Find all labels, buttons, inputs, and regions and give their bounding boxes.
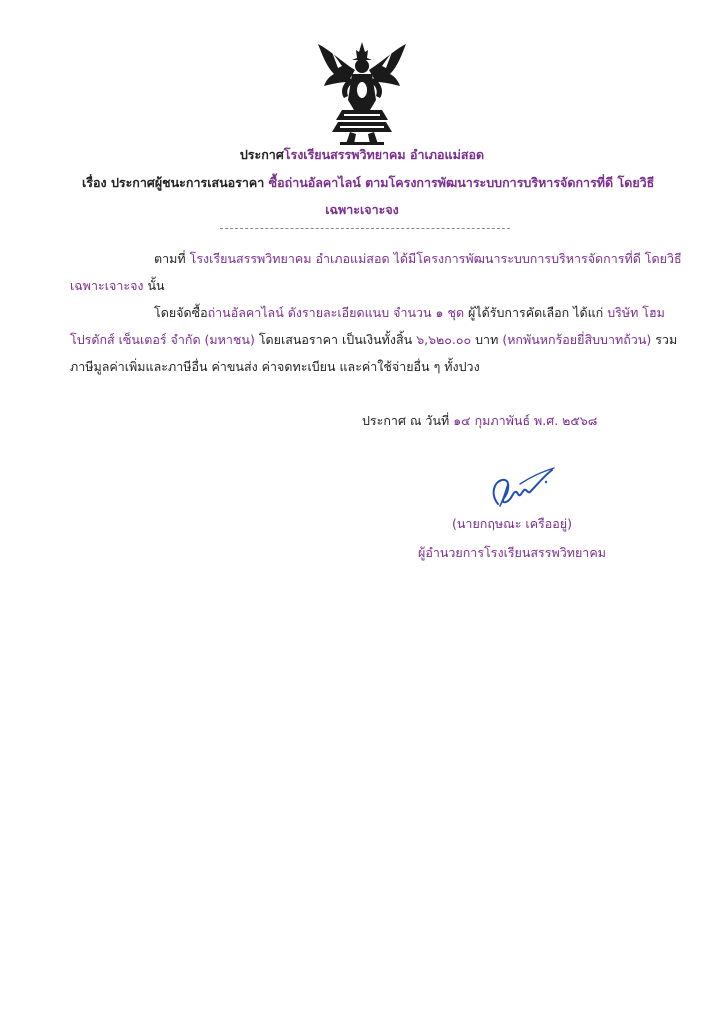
paragraph-1-line-1	[154, 250, 682, 268]
p1-end: นั้น	[147, 278, 165, 293]
date-value: ๑๔ กุมภาพันธ์ พ.ศ. ๒๕๖๘	[453, 413, 598, 428]
p2-currency: บาท	[475, 332, 499, 347]
title-school: โรงเรียนสรรพวิทยาคม อำเภอแม่สอด	[283, 147, 485, 162]
p2-a: โดยจัดซื้อ	[154, 305, 208, 320]
garuda-emblem-icon	[312, 40, 412, 146]
p2-winner-label: ผู้ได้รับการคัดเลือก ได้แก่	[468, 305, 604, 320]
paragraph-1-line-2	[70, 277, 165, 295]
p2-total: รวม	[655, 332, 678, 347]
p2-company-b: โปรดักส์ เซ็นเตอร์ จำกัด (มหาชน)	[70, 332, 255, 347]
p1-school: โรงเรียนสรรพวิทยาคม อำเภอแม่สอด	[189, 251, 390, 266]
announcement-date	[362, 412, 597, 430]
p2-price-label: โดยเสนอราคา เป็นเงินทั้งสิ้น	[258, 332, 413, 347]
paragraph-2-line-3: ภาษีมูลค่าเพิ่มและภาษีอื่น ค่าขนส่ง ค่าจดทะเบียน และค่าใช้จ่ายอื่น ๆ ทั้งปวง	[70, 359, 480, 374]
p1-project: ได้มีโครงการพัฒนาระบบการบริหารจัดการที่ดี โดยวิธี	[393, 251, 682, 266]
date-label: ประกาศ ณ วันที่	[362, 413, 450, 428]
divider	[220, 228, 510, 229]
p2-amount-words: (หกพันหกร้อยยี่สิบบาทถ้วน)	[502, 332, 652, 347]
subject-label: เรื่อง ประกาศผู้ชนะการเสนอราคา	[82, 175, 265, 190]
title-prefix: ประกาศ	[239, 147, 284, 162]
p2-company-a: บริษัท โฮม	[607, 305, 665, 320]
p2-item: ถ่านอัลคาไลน์ ดังรายละเอียดแนบ จำนวน ๑ ชุด	[207, 305, 465, 320]
paragraph-2-line-1	[154, 304, 665, 322]
signer-name: (นายกฤษณะ เครืออยู่)	[452, 516, 572, 531]
signature-image	[480, 460, 560, 512]
p1-a: ตามที่	[154, 251, 186, 266]
paragraph-2-line-2	[70, 331, 677, 349]
announcement-title	[0, 146, 724, 164]
subject-line	[82, 174, 654, 192]
subject-method: เฉพาะเจาะจง	[325, 202, 399, 217]
p1-method: เฉพาะเจาะจง	[70, 278, 144, 293]
subject-item: ซื้อถ่านอัลคาไลน์ ตามโครงการพัฒนาระบบการบริหารจัดการที่ดี โดยวิธี	[268, 175, 655, 190]
signer-position: ผู้อำนวยการโรงเรียนสรรพวิทยาคม	[418, 545, 606, 560]
p2-amount: ๖,๖๒๐.๐๐	[416, 332, 472, 347]
